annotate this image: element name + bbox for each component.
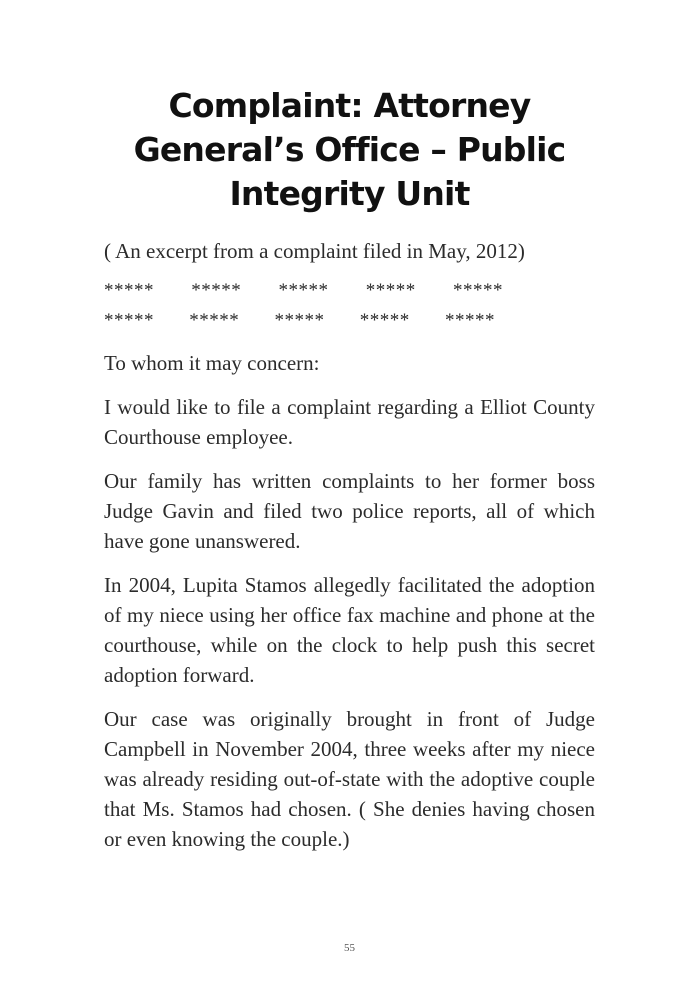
page-number: 55 xyxy=(344,942,355,954)
separator-row xyxy=(104,306,595,336)
paragraph: I would like to file a complaint regarding a Elliot County Courthouse employee. xyxy=(104,395,595,449)
separator-stars: ***** xyxy=(191,280,242,301)
separator-stars: ***** xyxy=(359,310,410,331)
title-line-1: Complaint: Attorney xyxy=(168,86,531,125)
separator-row xyxy=(104,276,595,306)
paragraph: In 2004, Lupita Stamos allegedly facilitated the adoption of my niece using her office fax machine and phone at the courthouse, while on the clock to help push this secret adoption forward. xyxy=(104,573,595,687)
separator-stars: ***** xyxy=(104,310,154,331)
paragraph: Our family has written complaints to her former boss Judge Gavin and filed two police reports, all of which have gone unanswered. xyxy=(104,469,595,553)
page-title xyxy=(104,84,595,216)
excerpt-note: ( An excerpt from a complaint filed in May, 2012) xyxy=(104,239,525,263)
separator-stars: ***** xyxy=(189,310,240,331)
separator-stars: ***** xyxy=(453,280,503,301)
separator-stars: ***** xyxy=(365,280,416,301)
separator-stars: ***** xyxy=(445,310,495,331)
separator xyxy=(104,276,595,336)
separator-stars: ***** xyxy=(274,310,325,331)
separator-stars: ***** xyxy=(104,280,154,301)
paragraph: Our case was originally brought in front of Judge Campbell in November 2004, three weeks after my niece was already residing out-of-state with the adoptive couple that Ms. Stamos had chosen. ( She denies having chosen or even knowing the couple.) xyxy=(104,707,595,851)
document-body xyxy=(104,236,595,868)
greeting: To whom it may concern: xyxy=(104,351,320,375)
title-line-2: General’s Office – Public xyxy=(133,130,566,169)
separator-stars: ***** xyxy=(278,280,329,301)
title-line-3: Integrity Unit xyxy=(229,174,470,213)
